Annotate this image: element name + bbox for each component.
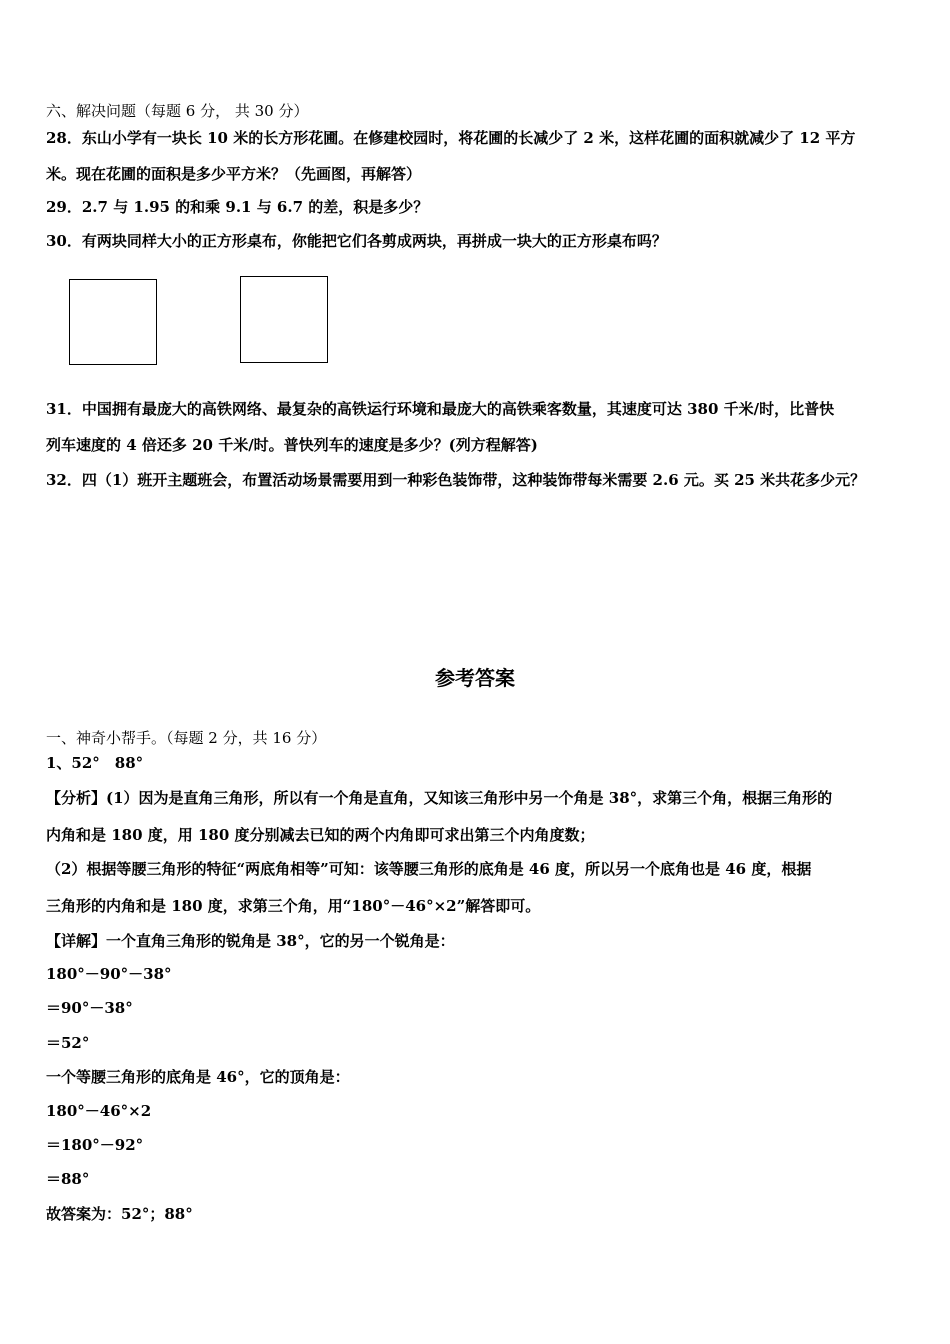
calc-step-6: ＝88° [46,1170,90,1188]
square-tablecloth-1 [69,279,157,365]
question-31-line-1: 31．中国拥有最庞大的高铁网络、最复杂的高铁运行环境和最庞大的高铁乘客数量，其速度可达 380 千米/时，比普快 [46,400,835,418]
calc-step-4: 180°－46°×2 [46,1102,152,1120]
question-31-line-2: 列车速度的 4 倍还多 20 千米/时。普快列车的速度是多少？(列方程解答) [46,436,538,454]
conclusion: 故答案为：52°；88° [46,1205,193,1223]
analysis-line-1: 【分析】(1）因为是直角三角形，所以有一个角是直角，又知该三角形中另一个角是 38°，求第三个角，根据三角形的 [46,789,833,807]
calc-step-3: ＝52° [46,1034,90,1052]
answers-section-1-heading: 一、神奇小帮手。（每题 2 分，共 16 分） [46,729,327,747]
detail-line-2: 一个等腰三角形的底角是 46°，它的顶角是： [46,1068,350,1086]
calc-step-2: ＝90°－38° [46,999,133,1017]
question-28-line-2: 米。现在花圃的面积是多少平方米？（先画图，再解答） [46,165,422,183]
analysis-line-3: （2）根据等腰三角形的特征“两底角相等”可知：该等腰三角形的底角是 46 度，所以另一个底角也是 46 度，根据 [46,860,812,878]
analysis-line-2: 内角和是 180 度，用 180 度分别减去已知的两个内角即可求出第三个内角度数； [46,826,595,844]
calc-step-5: ＝180°－92° [46,1136,144,1154]
question-30: 30．有两块同样大小的正方形桌布，你能把它们各剪成两块，再拼成一块大的正方形桌布吗？ [46,232,667,250]
analysis-line-4: 三角形的内角和是 180 度，求第三个角，用“180°－46°×2”解答即可。 [46,897,541,915]
question-32: 32．四（1）班开主题班会，布置活动场景需要用到一种彩色装饰带，这种装饰带每米需要 2.6 元。买 25 米共花多少元？ [46,471,866,489]
detail-line-1: 【详解】一个直角三角形的锐角是 38°，它的另一个锐角是： [46,932,455,950]
section-6-heading: 六、解决问题（每题 6 分， 共 30 分） [46,102,309,120]
square-tablecloth-2 [240,276,328,363]
question-29: 29．2.7 与 1.95 的和乘 9.1 与 6.7 的差，积是多少？ [46,198,429,216]
answer-1: 1、52° 88° [46,754,144,772]
calc-step-1: 180°－90°－38° [46,965,172,983]
question-28-line-1: 28．东山小学有一块长 10 米的长方形花圃。在修建校园时，将花圃的长减少了 2 米，这样花圃的面积就减少了 12 平方 [46,129,856,147]
answers-title: 参考答案 [435,666,515,690]
